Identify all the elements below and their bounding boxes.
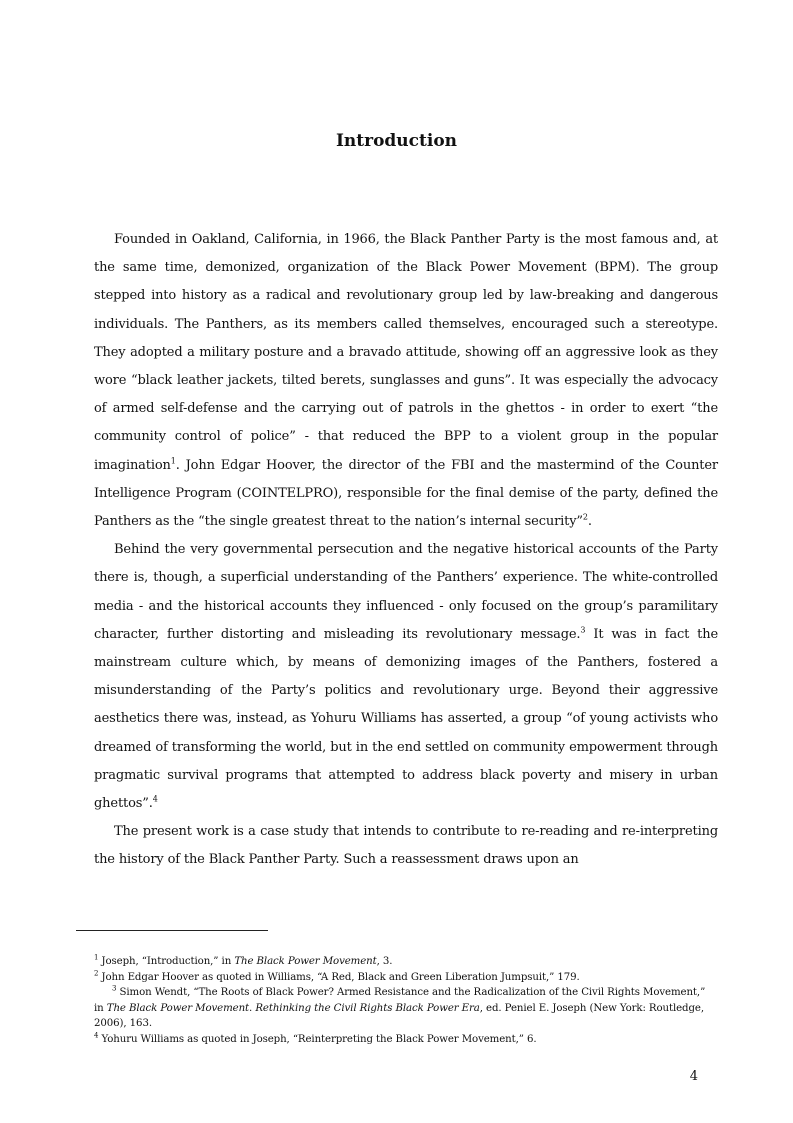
paragraph-text: . John Edgar Hoover, the director of the FBI and the mastermind of the Counter Intelligence Program (COINTELPRO), responsible for the final demise of the party, defined the Panthers as the “the single greatest threat to the nation’s internal security”: [94, 457, 718, 530]
footnote-text: John Edgar Hoover as quoted in Williams, “A Red, Black and Green Liberation Jumpsuit,” 179.: [98, 971, 580, 983]
paragraph: [94, 818, 718, 874]
footnote: [94, 954, 706, 970]
footnote-reference: 3: [580, 625, 586, 635]
footnote-separator: [76, 930, 268, 931]
footnote-reference: 4: [152, 794, 158, 804]
footnote-text: Simon Wendt, “The Roots of Black Power? Armed Resistance and the Radicalization of the Civil Rights Movement,” in: [94, 987, 706, 1014]
paragraph-text: The present work is a case study that intends to contribute to re-reading and re-interpreting the history of the Black Panther Party. Such a reassessment draws upon an: [94, 824, 718, 868]
paragraph-text: Behind the very governmental persecution and the negative historical accounts of the Party there is, though, a superficial understanding of the Panthers’ experience. The white-controlled media - and the historical accounts they influenced - only focused on the group’s paramilitary character, further distorting and misleading its revolutionary message.: [94, 542, 718, 642]
footnote-text: Yohuru Williams as quoted in Joseph, “Reinterpreting the Black Power Movement,” 6.: [98, 1033, 537, 1045]
footnote-text: , ed. Peniel E. Joseph (New York: Routledge, 2006), 163.: [94, 1002, 704, 1029]
page-number: 4: [689, 1069, 698, 1084]
paragraph-text: .: [587, 514, 592, 530]
footnote-number: 2: [94, 969, 99, 978]
footnote: [94, 1032, 706, 1048]
footnote-title: The Black Power Movement: [234, 956, 377, 967]
footnote: [94, 970, 706, 986]
footnote-number: 3: [112, 984, 117, 993]
footnote-text: , 3.: [376, 956, 393, 967]
paragraph-text: It was in fact the mainstream culture which, by means of demonizing images of the Panthers, fostered a misunderstanding of the Party’s politics and revolutionary urge. Beyond their aggressive aesthetics there was, instead, as Yohuru Williams has asserted, a group “of young activists who dreamed of transforming the world, but in the end settled on community empowerment through pragmatic survival programs that attempted to address black poverty and misery in urban ghettos”.: [94, 626, 718, 812]
footnote-reference: 1: [170, 456, 176, 466]
paragraph-text: Founded in Oakland, California, in 1966, the Black Panther Party is the most famous and, at the same time, demonized, organization of the Black Power Movement (BPM). The group stepped into history as a radical and revolutionary group led by law-breaking and dangerous individuals. The Panthers, as its members called themselves, encouraged such a stereotype. They adopted a military posture and a bravado attitude, showing off an aggressive look as they wore “black leather jackets, tilted berets, sunglasses and guns”. It was especially the advocacy of armed self-defense and the carrying out of patrols in the ghettos - in order to exert “the community control of police” - that reduced the BPP to a violent group in the popular imagination: [94, 232, 718, 473]
footnote-number: 1: [94, 953, 99, 962]
footnote-title: The Black Power Movement. Rethinking the Civil Rights Black Power Era: [106, 1002, 480, 1014]
paragraph: [94, 536, 718, 818]
footnote-number: 4: [94, 1031, 99, 1040]
footnote: [94, 985, 706, 1032]
footnote-text: Joseph, “Introduction,” in: [98, 956, 235, 967]
page-title: Introduction: [335, 131, 458, 151]
body-text: [94, 226, 718, 875]
footnotes: [94, 954, 706, 1047]
paragraph: [94, 226, 718, 536]
footnote-reference: 2: [582, 512, 588, 522]
